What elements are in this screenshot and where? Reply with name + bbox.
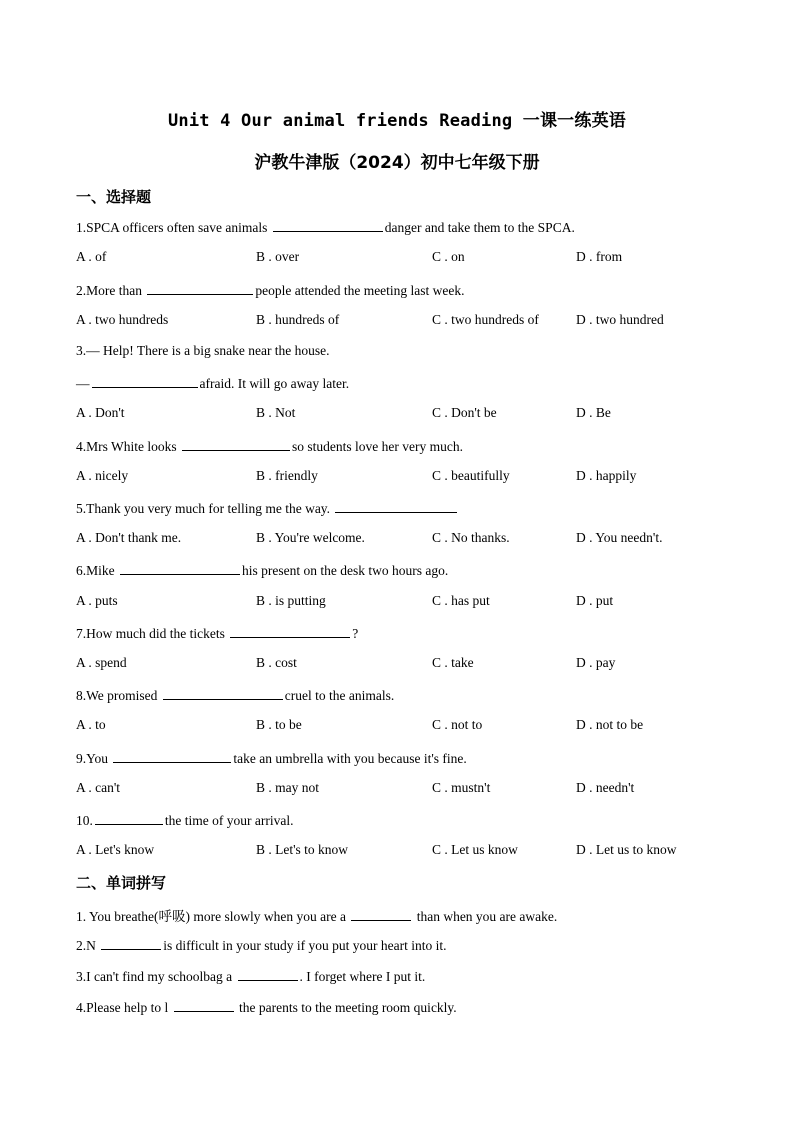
section-heading-multiple-choice: 一、选择题 [76,188,152,206]
question-5 [76,499,459,517]
option-a[interactable]: A . Let's know [76,842,155,857]
spelling-item-4 [76,998,457,1016]
answer-blank[interactable] [163,686,283,700]
option-b[interactable]: B . cost [256,655,297,670]
question-text: than when you are awake. [416,909,558,924]
option-a[interactable]: A . Don't [76,405,125,420]
section-heading-spelling: 二、单词拼写 [76,874,167,892]
spelling-item-3 [76,967,425,985]
option-a[interactable]: A . Don't thank me. [76,530,182,545]
option-b[interactable]: B . is putting [256,593,326,608]
question-text: his present on the desk two hours ago. [242,563,449,578]
question-text: 3.— Help! There is a big snake near the house. [76,343,330,358]
question-text: — [76,376,90,391]
answer-blank[interactable] [120,561,240,575]
answer-blank[interactable] [147,281,253,295]
question-text: 10. [76,813,93,828]
question-text: 4.Mrs White looks [76,439,177,454]
option-b[interactable]: B . Let's to know [256,842,349,857]
spelling-item-1 [76,905,557,925]
option-c[interactable]: C . Let us know [432,842,518,857]
option-d[interactable]: D . happily [576,468,637,483]
question-text: is difficult in your study if you put your heart into it. [163,938,447,953]
question-text: 2.N [76,938,96,953]
option-b[interactable]: B . Not [256,405,296,420]
option-b[interactable]: B . hundreds of [256,312,340,327]
question-text: take an umbrella with you because it's fine. [233,751,467,766]
question-text: danger and take them to the SPCA. [384,220,575,235]
question-1 [76,218,575,236]
question-text: afraid. It will go away later. [199,376,350,391]
answer-blank[interactable] [335,499,457,513]
option-a[interactable]: A . puts [76,593,118,608]
option-c[interactable]: C . not to [432,717,483,732]
answer-blank[interactable] [273,218,383,232]
question-8 [76,686,394,704]
question-9 [76,749,467,767]
question-3-reply [76,374,349,392]
question-text: 9.You [76,751,109,766]
question-text: so students love her very much. [292,439,463,454]
answer-blank[interactable] [182,437,290,451]
option-d[interactable]: D . You needn't. [576,530,663,545]
option-b[interactable]: B . to be [256,717,302,732]
question-3 [76,343,330,359]
option-d[interactable]: D . two hundred [576,312,664,327]
option-a[interactable]: A . nicely [76,468,129,483]
option-c[interactable]: C . on [432,249,465,264]
option-c[interactable]: C . Don't be [432,405,497,420]
answer-blank[interactable] [101,936,161,950]
question-text: ? [352,626,359,641]
question-4 [76,437,463,455]
question-6 [76,561,448,579]
option-d[interactable]: D . Let us to know [576,842,677,857]
spelling-item-2 [76,936,446,954]
option-c[interactable]: C . has put [432,593,490,608]
option-d[interactable]: D . not to be [576,717,644,732]
option-b[interactable]: B . friendly [256,468,318,483]
option-a[interactable]: A . to [76,717,106,732]
option-c[interactable]: C . mustn't [432,780,491,795]
question-10 [76,811,293,829]
question-7 [76,624,358,642]
question-text: 7.How much did the tickets [76,626,225,641]
question-text: 5.Thank you very much for telling me the way. [76,501,331,516]
question-text: people attended the meeting last week. [255,283,465,298]
option-d[interactable]: D . pay [576,655,616,670]
answer-blank[interactable] [113,749,231,763]
question-2 [76,281,465,299]
answer-blank[interactable] [92,374,198,388]
option-d[interactable]: D . put [576,593,614,608]
option-c[interactable]: C . take [432,655,474,670]
question-text: . I forget where I put it. [299,969,426,984]
question-text: 2.More than [76,283,142,298]
answer-blank[interactable] [95,811,163,825]
option-a[interactable]: A . of [76,249,107,264]
question-text: cruel to the animals. [284,688,395,703]
title-line-1: Unit 4 Our animal friends Reading 一课一练英语 [168,111,626,131]
answer-blank[interactable] [174,998,234,1012]
answer-blank[interactable] [351,907,411,921]
answer-blank[interactable] [230,624,350,638]
option-b[interactable]: B . You're welcome. [256,530,365,545]
option-b[interactable]: B . may not [256,780,319,795]
option-d[interactable]: D . Be [576,405,611,420]
question-text: 1. You breathe(呼吸) more slowly when you are a [76,909,346,924]
question-text: 4.Please help to l [76,1000,169,1015]
option-c[interactable]: C . two hundreds of [432,312,539,327]
option-a[interactable]: A . can't [76,780,121,795]
question-text: the time of your arrival. [164,813,294,828]
title-line-2: 沪教牛津版（2024）初中七年级下册 [254,153,540,173]
option-a[interactable]: A . two hundreds [76,312,169,327]
option-d[interactable]: D . needn't [576,780,635,795]
answer-blank[interactable] [238,967,298,981]
question-text: 1.SPCA officers often save animals [76,220,268,235]
option-c[interactable]: C . beautifully [432,468,510,483]
option-a[interactable]: A . spend [76,655,127,670]
question-text: 8.We promised [76,688,158,703]
question-text: the parents to the meeting room quickly. [238,1000,457,1015]
option-b[interactable]: B . over [256,249,300,264]
option-d[interactable]: D . from [576,249,623,264]
question-text: 3.I can't find my schoolbag a [76,969,233,984]
option-c[interactable]: C . No thanks. [432,530,510,545]
question-text: 6.Mike [76,563,115,578]
